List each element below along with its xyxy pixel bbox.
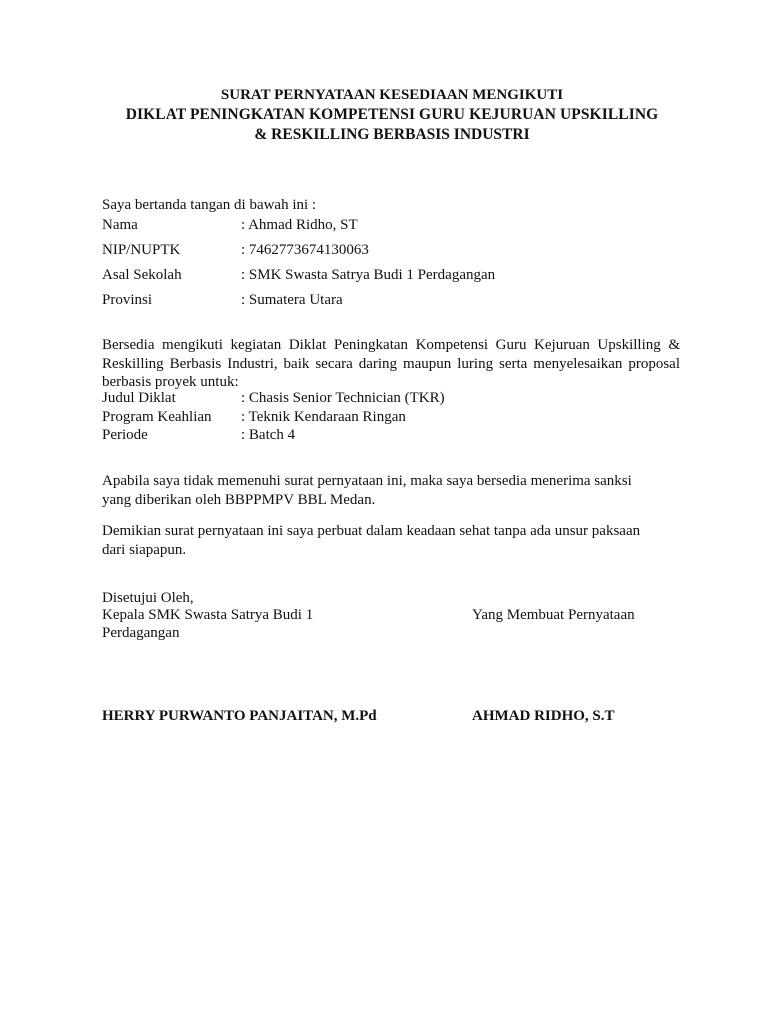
identity-value-school: : SMK Swasta Satrya Budi 1 Perdagangan	[241, 267, 496, 283]
document-title-line3: & RESKILLING BERBASIS INDUSTRI	[254, 126, 530, 143]
principal-title-line1: Kepala SMK Swasta Satrya Budi 1	[102, 607, 314, 623]
detail-value-title: : Chasis Senior Technician (TKR)	[241, 390, 445, 406]
identity-value-province: : Sumatera Utara	[241, 292, 343, 308]
detail-value-program: : Teknik Kendaraan Ringan	[241, 409, 406, 425]
document-title-line1: SURAT PERNYATAAN KESEDIAAN MENGIKUTI	[220, 87, 564, 103]
detail-label-period: Periode	[102, 427, 148, 443]
identity-label-nip: NIP/NUPTK	[102, 242, 181, 258]
identity-label-nama: Nama	[102, 217, 138, 233]
maker-name: AHMAD RIDHO, S.T	[472, 708, 615, 724]
sanction-paragraph: Apabila saya tidak memenuhi surat pernyataan ini, maka saya bersedia menerima sanksi yang diberikan oleh BBPPMPV BBL Medan.	[102, 473, 632, 508]
principal-title-line2: Perdagangan	[102, 625, 180, 641]
identity-value-nip: : 7462773674130063	[241, 242, 369, 258]
detail-value-period: : Batch 4	[241, 427, 296, 443]
closing-paragraph: Demikian surat pernyataan ini saya perbuat dalam keadaan sehat tanpa ada unsur paksaan dari siapapun.	[102, 523, 641, 558]
approved-by-label: Disetujui Oleh,	[102, 590, 194, 606]
detail-label-program: Program Keahlian	[102, 409, 212, 425]
detail-label-title: Judul Diklat	[102, 390, 176, 406]
maker-title: Yang Membuat Pernyataan	[472, 607, 635, 623]
identity-value-nama: : Ahmad Ridho, ST	[241, 217, 358, 233]
intro-text: Saya bertanda tangan di bawah ini :	[102, 197, 317, 213]
statement-paragraph: Bersedia mengikuti kegiatan Diklat Peningkatan Kompetensi Guru Kejuruan Upskilling & Reskilling Berbasis Industri, baik secara daring maupun luring serta menyelesaikan proposal berbasis proyek untuk:	[102, 337, 680, 390]
document-title-line2: DIKLAT PENINGKATAN KOMPETENSI GURU KEJURUAN UPSKILLING	[125, 106, 659, 123]
identity-label-province: Provinsi	[102, 292, 153, 308]
principal-name: HERRY PURWANTO PANJAITAN, M.Pd	[102, 708, 377, 724]
identity-label-school: Asal Sekolah	[102, 267, 182, 283]
